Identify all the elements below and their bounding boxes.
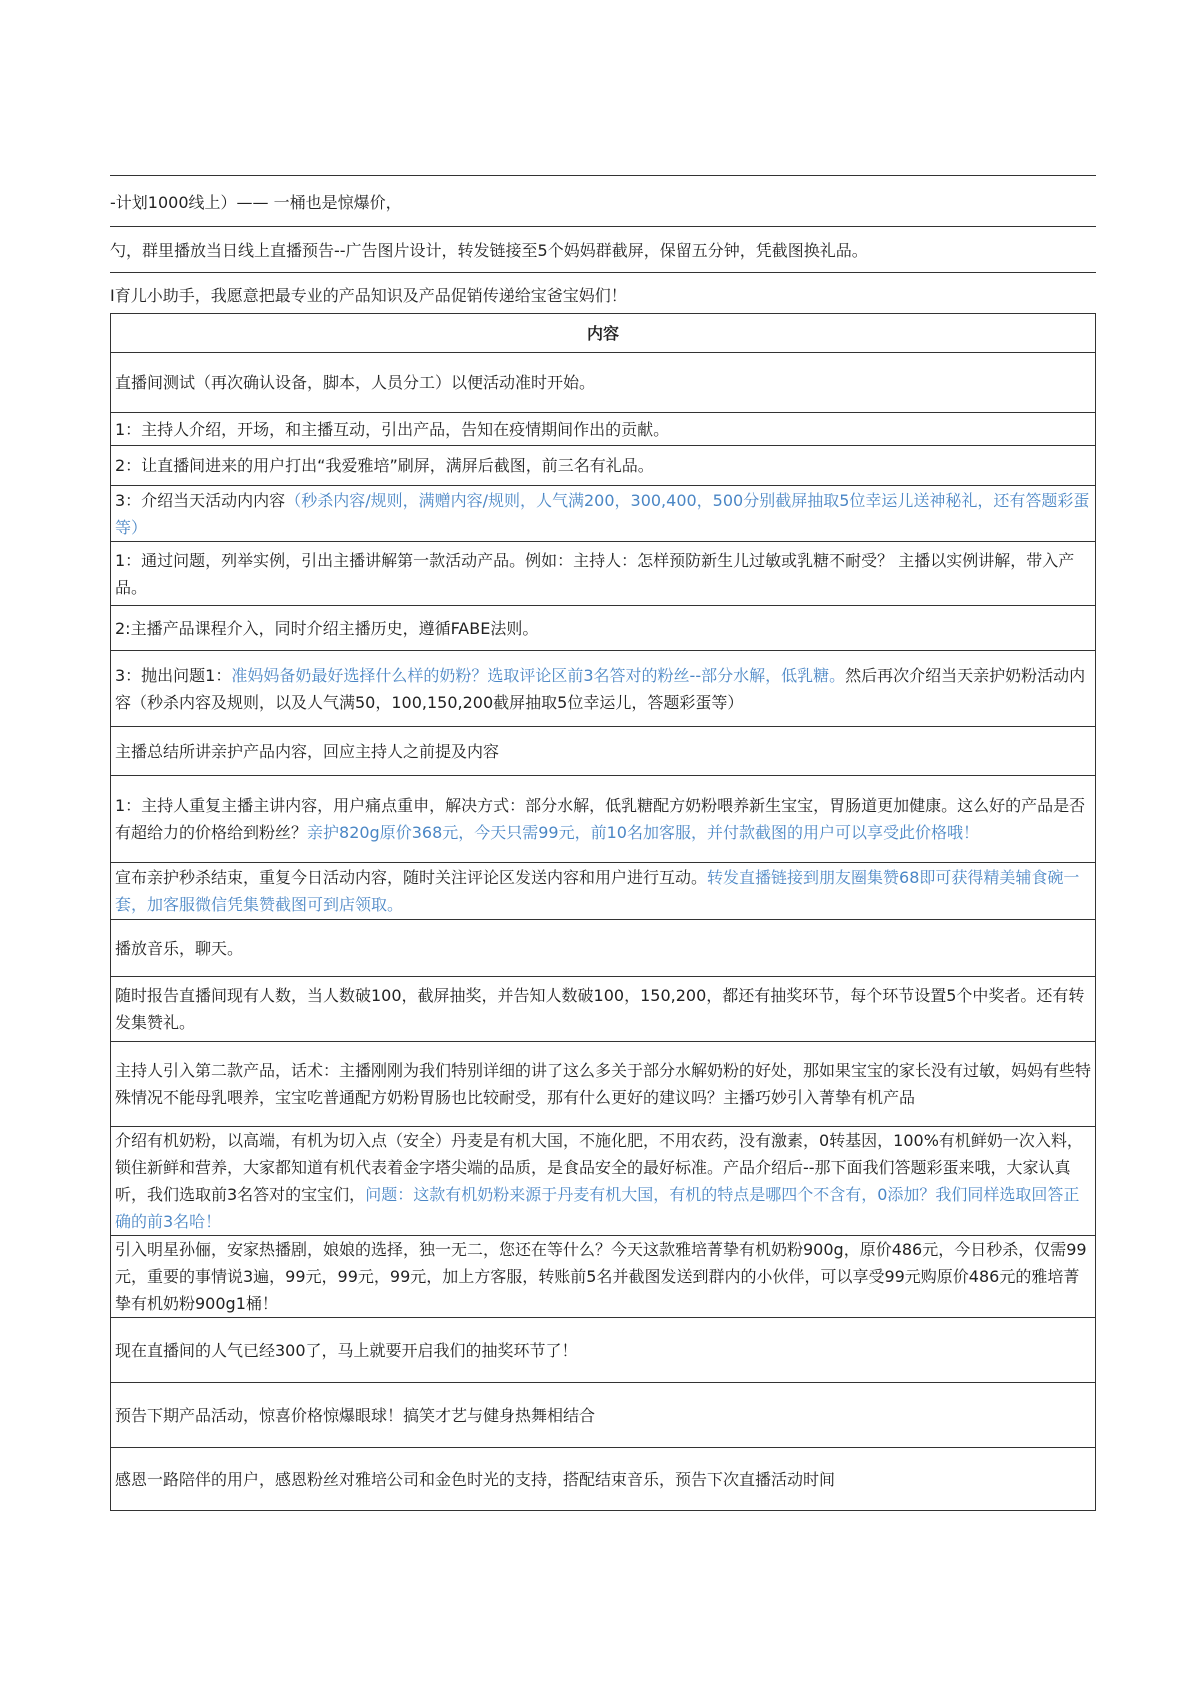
table-cell: 现在直播间的人气已经300了，马上就要开启我们的抽奖环节了！ xyxy=(111,1318,1096,1383)
live-stream-script-table xyxy=(110,313,1096,1511)
table-row xyxy=(111,977,1096,1042)
table-cell: 主播总结所讲亲护产品内容，回应主持人之前提及内容 xyxy=(111,727,1096,776)
highlight-text: 转发直播链接到朋友圈集赞68即可获得精美辅食碗一套，加客服微信凭集赞截图可到店领取。 xyxy=(115,868,1080,914)
table-row xyxy=(111,1236,1096,1318)
table-cell: 播放音乐，聊天。 xyxy=(111,920,1096,977)
divider xyxy=(110,272,1096,273)
table-row xyxy=(111,606,1096,651)
divider xyxy=(110,175,1096,176)
table-row xyxy=(111,920,1096,977)
table-row xyxy=(111,727,1096,776)
table-row xyxy=(111,1383,1096,1448)
highlight-text: 亲护820g原价368元，今天只需99元，前10名加客服，并付款截图的用户可以享受此价格哦！ xyxy=(307,823,979,842)
table-row xyxy=(111,776,1096,863)
highlight-text: 准妈妈备奶最好选择什么样的奶粉？选取评论区前3名答对的粉丝--部分水解，低乳糖。 xyxy=(231,665,846,685)
table-row xyxy=(111,542,1096,606)
table-cell: 3：抛出问题1：准妈妈备奶最好选择什么样的奶粉？选取评论区前3名答对的粉丝--部分水解，低乳糖。然后再次介绍当天亲护奶粉活动内容（秒杀内容及规则，以及人气满50，100,150,200截屏抽取5位幸运儿，答题彩蛋等） xyxy=(111,651,1096,727)
table-cell: 1：主持人重复主播主讲内容，用户痛点重申，解决方式：部分水解，低乳糖配方奶粉喂养新生宝宝，胃肠道更加健康。这么好的产品是否有超给力的价格给到粉丝？亲护820g原价368元，今天只需99元，前10名加客服，并付款截图的用户可以享受此价格哦！ xyxy=(111,776,1096,863)
partial-text-line-3: I育儿小助手，我愿意把最专业的产品知识及产品促销传递给宝爸宝妈们！ xyxy=(110,286,627,305)
highlight-text: 问题：这款有机奶粉来源于丹麦有机大国，有机的特点是哪四个不含有，0添加？我们同样选取回答正确的前3名哈！ xyxy=(115,1185,1080,1231)
table-cell: 主持人引入第二款产品，话术：主播刚刚为我们特别详细的讲了这么多关于部分水解奶粉的好处，那如果宝宝的家长没有过敏，妈妈有些特殊情况不能母乳喂养，宝宝吃普通配方奶粉胃肠也比较耐受，那有什么更好的建议吗？主播巧妙引入菁挚有机产品 xyxy=(111,1042,1096,1127)
table-cell: 3：介绍当天活动内内容（秒杀内容/规则，满赠内容/规则，人气满200，300,400，500分别截屏抽取5位幸运儿送神秘礼，还有答题彩蛋等） xyxy=(111,486,1096,542)
table-row xyxy=(111,353,1096,413)
table-cell: 介绍有机奶粉，以高端，有机为切入点（安全）丹麦是有机大国，不施化肥，不用农药，没有激素，0转基因，100%有机鲜奶一次入料，锁住新鲜和营养，大家都知道有机代表着金字塔尖端的品质，是食品安全的最好标准。产品介绍后--那下面我们答题彩蛋来哦，大家认真听，我们选取前3名答对的宝宝们，问题：这款有机奶粉来源于丹麦有机大国，有机的特点是哪四个不含有，0添加？我们同样选取回答正确的前3名哈！ xyxy=(111,1127,1096,1236)
partial-text-line-1: -计划1000线上）—— 一桶也是惊爆价， xyxy=(110,193,402,212)
table-row xyxy=(111,1318,1096,1383)
table-cell: 1：主持人介绍，开场，和主播互动，引出产品，告知在疫情期间作出的贡献。 xyxy=(111,413,1096,446)
table-cell: 感恩一路陪伴的用户，感恩粉丝对雅培公司和金色时光的支持，搭配结束音乐，预告下次直播活动时间 xyxy=(111,1448,1096,1511)
table-cell: 宣布亲护秒杀结束，重复今日活动内容，随时关注评论区发送内容和用户进行互动。转发直播链接到朋友圈集赞68即可获得精美辅食碗一套，加客服微信凭集赞截图可到店领取。 xyxy=(111,863,1096,920)
column-header-content: 内容 xyxy=(111,314,1096,353)
table-row xyxy=(111,863,1096,920)
table-row xyxy=(111,651,1096,727)
table-cell: 引入明星孙俪，安家热播剧，娘娘的选择，独一无二，您还在等什么？今天这款雅培菁挚有机奶粉900g，原价486元，今日秒杀，仅需99元，重要的事情说3遍，99元，99元，99元，加上方客服，转账前5名并截图发送到群内的小伙伴，可以享受99元购原价486元的雅培菁挚有机奶粉900g1桶！ xyxy=(111,1236,1096,1318)
divider xyxy=(110,226,1096,227)
table-row xyxy=(111,1042,1096,1127)
table-cell: 随时报告直播间现有人数，当人数破100，截屏抽奖，并告知人数破100，150,200，都还有抽奖环节，每个环节设置5个中奖者。还有转发集赞礼。 xyxy=(111,977,1096,1042)
table-row xyxy=(111,446,1096,486)
table-row xyxy=(111,486,1096,542)
table-cell: 预告下期产品活动，惊喜价格惊爆眼球！搞笑才艺与健身热舞相结合 xyxy=(111,1383,1096,1448)
table-cell: 直播间测试（再次确认设备，脚本，人员分工）以便活动准时开始。 xyxy=(111,353,1096,413)
table-row xyxy=(111,1448,1096,1511)
table-cell: 2：让直播间进来的用户打出“我爱雅培”刷屏，满屏后截图，前三名有礼品。 xyxy=(111,446,1096,486)
table-row xyxy=(111,1127,1096,1236)
highlight-text: （秒杀内容/规则，满赠内容/规则，人气满200，300,400，500分别截屏抽取5位幸运儿送神秘礼，还有答题彩蛋等） xyxy=(115,490,1090,537)
table-row xyxy=(111,413,1096,446)
partial-text-line-2: 勺，群里播放当日线上直播预告--广告图片设计，转发链接至5个妈妈群截屏，保留五分钟，凭截图换礼品。 xyxy=(110,241,868,260)
table-cell: 2:主播产品课程介入，同时介绍主播历史，遵循FABE法则。 xyxy=(111,606,1096,651)
table-cell: 1：通过问题，列举实例，引出主播讲解第一款活动产品。例如：主持人：怎样预防新生儿过敏或乳糖不耐受？ 主播以实例讲解，带入产品。 xyxy=(111,542,1096,606)
